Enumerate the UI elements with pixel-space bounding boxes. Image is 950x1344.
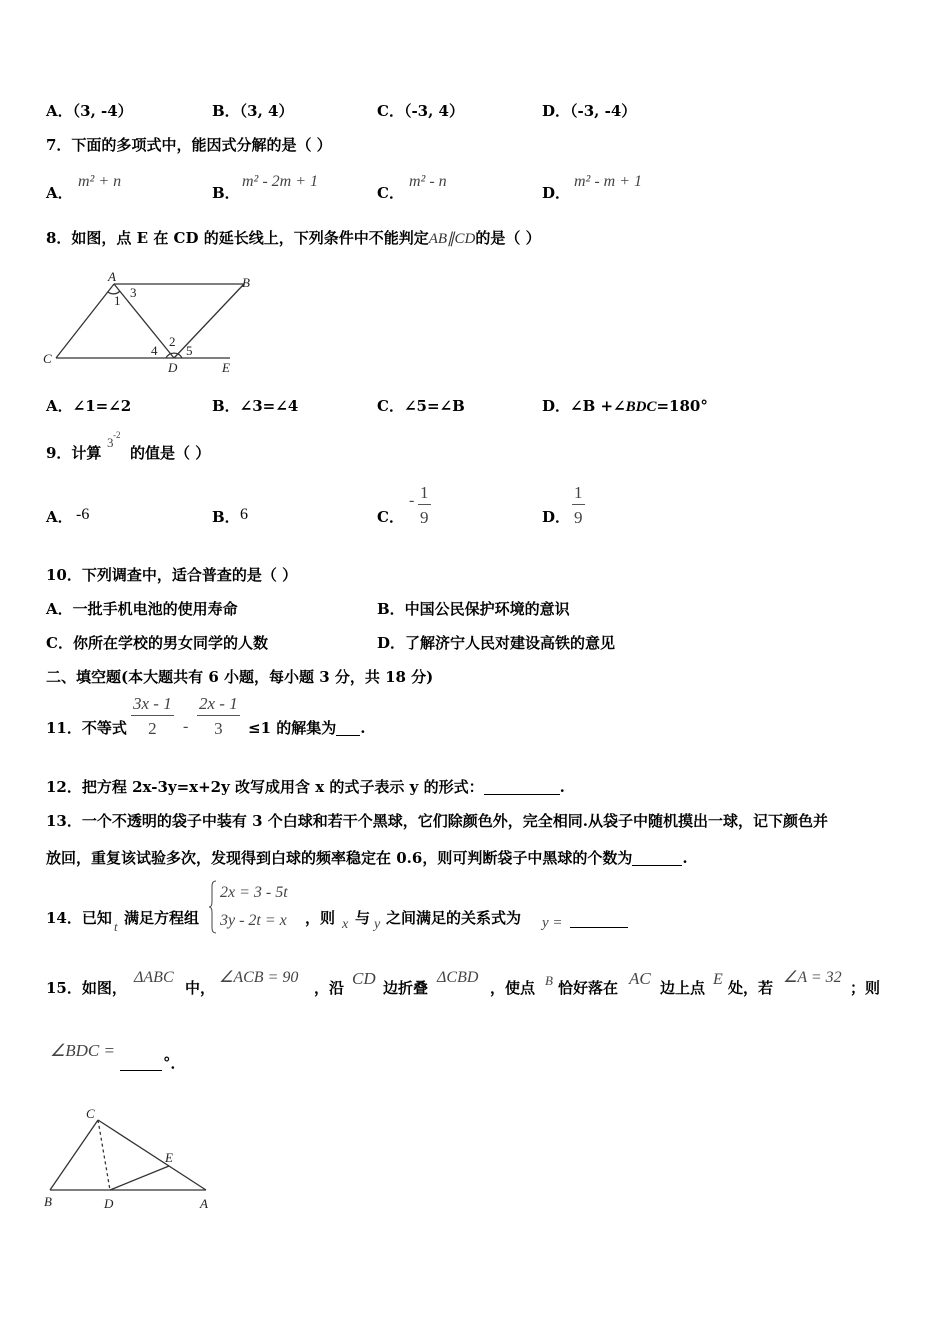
line-db [174,284,244,358]
q15-figure [40,1100,220,1215]
q15-cd: CD [352,969,376,988]
q9-a-label: A． [46,508,73,526]
q14-eq2: 3y - 2t = x [220,912,287,929]
left-brace-icon [209,881,216,933]
q14-brace [209,880,217,934]
q15-pre: 15．如图， [46,979,127,997]
fig15-label-a: A [200,1196,208,1211]
fig8-angle-1: 1 [114,293,121,308]
q8-option-b: B．∠3=∠4 [212,397,299,415]
fig15-label-b: B [44,1194,52,1209]
q14-mid3: 与 [355,909,371,927]
q14-y: y [374,917,381,932]
q9-c-sign: - [409,492,415,509]
q9-c-den: 9 [420,508,429,527]
fig8-angle-4: 4 [151,343,158,358]
line-ca [56,284,114,358]
section-2-heading: 二、填空题(本大题共有 6 小题，每小题 3 分，共 18 分) [46,668,434,686]
fig8-angle-5: 5 [186,343,193,358]
q9-exp: -2 [113,430,121,440]
q7-c-math: m² - n [409,173,447,190]
q8-stem [46,231,541,247]
fig15-label-e: E [165,1150,173,1165]
line-ca [98,1120,206,1190]
q11-f1-num: 3x - 1 [131,695,174,716]
q8-stem-end: 的是（ ） [475,229,541,247]
q8-option-d [542,399,708,415]
q9-stem-pre: 9．计算 [46,444,102,462]
q13-line-1: 13．一个不透明的袋子中装有 3 个白球和若干个黑球，它们除颜色外，完全相同.从袋子中随机摸出一球，记下颜色并 [46,812,828,830]
q14-eq1: 2x = 3 - 5t [220,884,288,901]
q9-b-label: B． [212,508,240,526]
q9-a-value: -6 [76,506,90,523]
q11-f2-num: 2x - 1 [197,695,240,716]
fig8-label-e: E [222,360,230,375]
q15-degree: °． [163,1054,186,1072]
q12-line [46,780,565,795]
q9-d-num: 1 [572,484,585,505]
line-de [110,1166,169,1190]
q6-option-c: C．（-3, 4） [377,102,464,120]
q15-t2: ，沿 [314,979,345,997]
fig8-label-b: B [242,275,250,290]
q13-line-2-text: 放回，重复该试验多次，发现得到白球的频率稳定在 0.6，则可判断袋子中黑球的个数为 [46,849,633,867]
q15-angle-a: ∠A = 32 [783,969,842,986]
q7-c-label: C． [377,184,404,202]
q10-option-c: C．你所在学校的男女同学的人数 [46,634,268,652]
q15-angle-acb: ∠ACB = 90 [219,969,299,986]
q7-d-math: m² - m + 1 [574,173,643,190]
q10-option-d: D．了解济宁人民对建设高铁的意见 [377,634,616,652]
q12-end: . [559,778,565,796]
q14-ans-prefix: y = [542,915,563,931]
q15-t5: 恰好落在 [558,979,619,997]
q6-option-b: B．（3, 4） [212,102,294,120]
q14-x: x [342,917,349,932]
q14-t: t [114,919,118,934]
q15-t4: ，使点 [490,979,536,997]
q10-option-b: B．中国公民保护环境的意识 [377,600,570,618]
q6-option-a: A．（3, -4） [46,102,133,120]
q7-a-math: m² + n [78,173,122,190]
q8-d-post: =180° [656,397,708,415]
q11-answer-blank[interactable] [336,735,360,736]
q7-b-math: m² - 2m + 1 [242,173,319,190]
q13-answer-blank[interactable] [632,865,682,866]
q15-bdc: ∠BDC = [50,1041,115,1060]
line-cd-dashed [98,1120,110,1190]
q13-line-2 [46,851,688,866]
fig15-label-c: C [86,1106,95,1121]
q11-f1-den: 2 [148,719,157,738]
q8-option-c: C．∠5=∠B [377,397,465,415]
line-bc [50,1120,98,1190]
fig15-label-d: D [104,1196,114,1211]
q14-mid4: 之间满足的关系式为 [386,909,522,927]
q13-end: . [682,849,688,867]
q11-fraction-1 [131,695,174,737]
q9-d-label: D． [542,508,571,526]
fig8-label-d: D [168,360,178,375]
q8-figure [40,268,270,378]
q7-b-label: B． [212,184,240,202]
q10-stem: 10．下列调查中，适合普查的是（ ） [46,566,298,584]
q15-e: E [713,971,723,988]
q14-pre: 14．已知 [46,909,112,927]
line-ad [114,284,174,358]
fig8-label-a: A [108,269,116,284]
q9-c-num: 1 [418,484,431,505]
q9-d-fraction [572,484,585,526]
q11-post [248,721,365,736]
q14-answer-blank[interactable] [570,926,628,928]
q9-c-fraction [418,484,431,526]
q7-a-label: A． [46,184,73,202]
q10-option-a: A．一批手机电池的使用寿命 [46,600,238,618]
q14-mid2: ，则 [305,909,336,927]
q8-stem-math: AB∥CD [428,231,476,247]
q15-ac: AC [629,969,651,988]
q15-b: B [545,973,553,988]
q11-post-text: ≤1 的解集为 [248,719,337,737]
q8-d-pre: D．∠B +∠ [542,397,626,415]
q11-fraction-2 [197,695,240,737]
q8-d-math: BDC [625,399,657,415]
q15-t3: 边折叠 [383,979,429,997]
q8-stem-text: 8．如图，点 E 在 CD 的延长线上，下列条件中不能判定 [46,229,429,247]
q9-d-den: 9 [574,508,583,527]
q15-answer-blank[interactable] [120,1069,162,1071]
fig8-angle-3: 3 [130,285,137,300]
q11-f2-den: 3 [214,719,223,738]
q15-t6: 边上点 [660,979,706,997]
q15-t1: 中， [185,979,216,997]
q15-t7: 处，若 [728,979,774,997]
q9-stem-post: 的值是（ ） [130,444,211,462]
fig8-angle-2: 2 [169,334,176,349]
q7-stem: 7．下面的多项式中，能因式分解的是（ ） [46,136,332,154]
q9-base: 3 [107,435,114,450]
fig8-label-c: C [43,351,52,366]
q9-b-value: 6 [240,506,248,523]
q7-d-label: D． [542,184,571,202]
q15-tri2: ΔCBD [437,969,479,986]
q15-t8: ；则 [850,979,881,997]
q9-c-label: C． [377,508,404,526]
q8-option-a: A．∠1=∠2 [46,397,132,415]
q12-answer-blank[interactable] [484,794,560,795]
q12-text: 12．把方程 2x-3y=x+2y 改写成用含 x 的式子表示 y 的形式： [46,778,484,796]
q11-minus: - [183,718,189,735]
q11-pre: 11．不等式 [46,719,127,737]
q15-tri: ΔABC [134,969,174,986]
q6-option-d: D．（-3, -4） [542,102,637,120]
q14-mid1: 满足方程组 [124,909,200,927]
q11-end: . [360,719,366,737]
